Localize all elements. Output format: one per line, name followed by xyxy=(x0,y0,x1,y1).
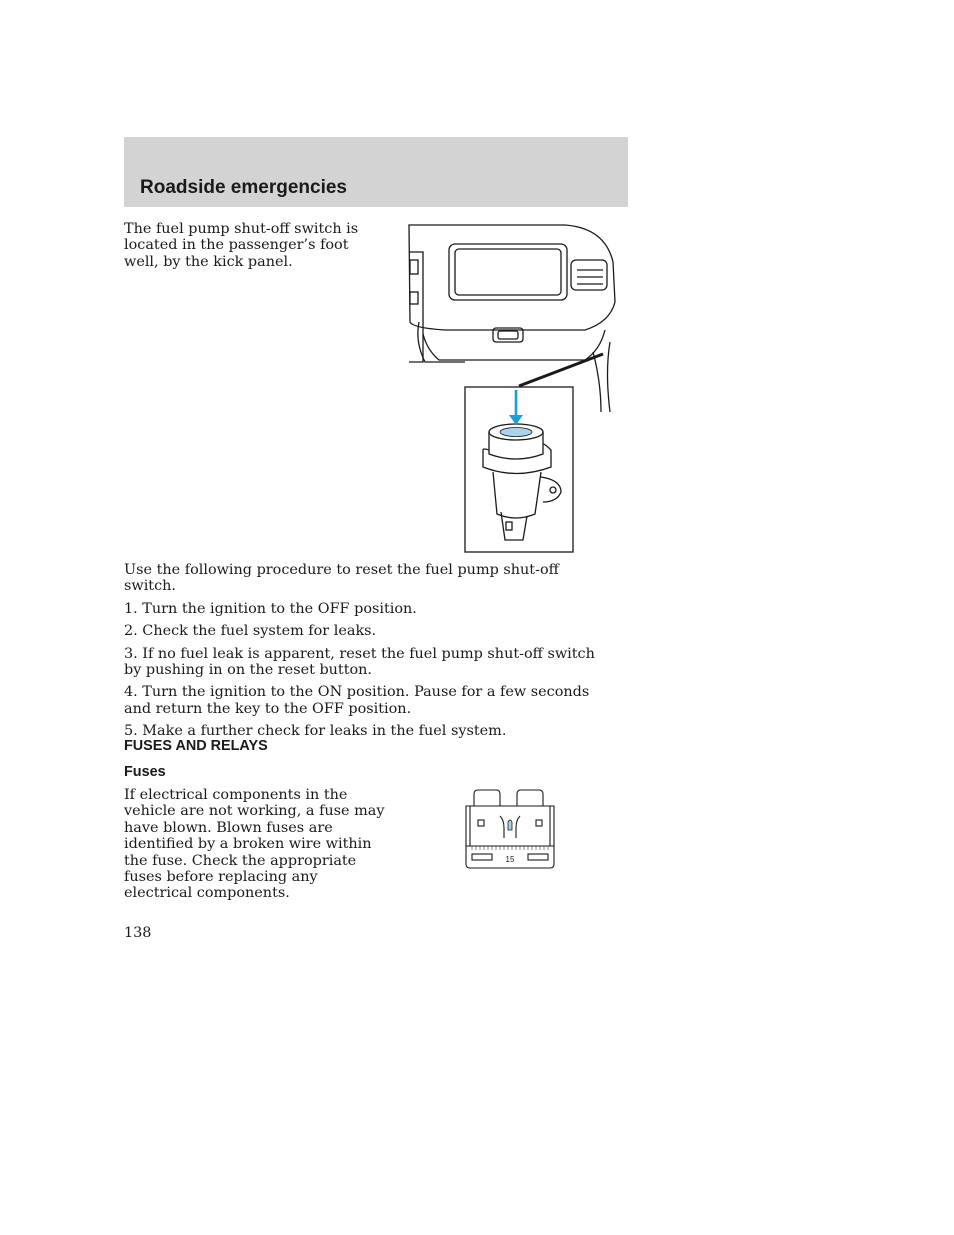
reset-button-highlight xyxy=(500,428,532,437)
procedure-step: 4. Turn the ignition to the ON position. Pause for a few seconds and return the key to the OFF position. xyxy=(124,684,590,717)
procedure-step: 1. Turn the ignition to the OFF position. xyxy=(124,600,417,617)
fuses-relays-heading: FUSES AND RELAYS xyxy=(124,738,268,754)
procedure-step: 3. If no fuel leak is apparent, reset the fuel pump shut-off switch by pushing in on the reset button. xyxy=(124,645,595,679)
reset-procedure xyxy=(124,562,604,746)
section-title: Roadside emergencies xyxy=(140,177,347,198)
intro-paragraph: The fuel pump shut-off switch is located in the passenger’s foot well, by the kick panel. xyxy=(124,221,359,270)
fuel-pump-switch-illustration xyxy=(405,222,630,557)
fuses-paragraph: If electrical components in the vehicle are not working, a fuse may have blown. Blown fuses are identified by a broken wire within the fuse. Check the appropriate fuses before replacing any electrical components. xyxy=(124,787,385,902)
fuse-illustration xyxy=(460,786,560,872)
section-header-band xyxy=(124,137,628,207)
fuses-subheading: Fuses xyxy=(124,764,166,780)
procedure-step: 2. Check the fuel system for leaks. xyxy=(124,623,377,640)
procedure-intro: Use the following procedure to reset the fuel pump shut-off switch. xyxy=(124,562,559,595)
page-number: 138 xyxy=(124,925,152,941)
fuse-rating-label: 15 xyxy=(505,855,515,864)
procedure-step: 5. Make a further check for leaks in the fuel system. xyxy=(124,723,507,740)
